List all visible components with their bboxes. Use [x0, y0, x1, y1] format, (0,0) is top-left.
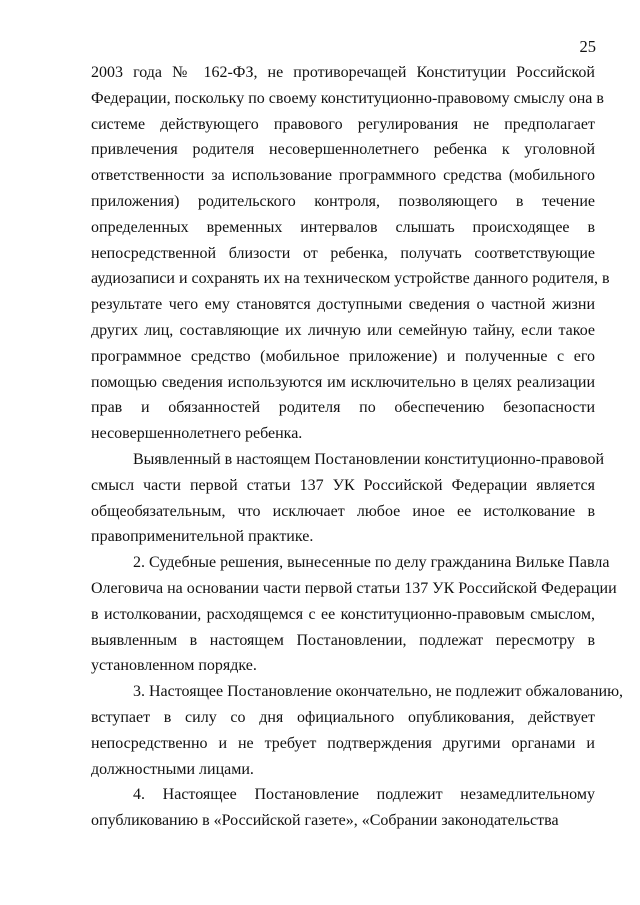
- text-line: установленном порядке.: [91, 657, 257, 675]
- text-line: приложения) родительского контроля, позволяющего в течение: [91, 192, 595, 210]
- page-number: 25: [579, 37, 596, 56]
- text-line: 3. Настоящее Постановление окончательно, не подлежит обжалованию,: [133, 683, 624, 701]
- text-line: определенных временных интервалов слышать происходящее в: [91, 218, 595, 236]
- text-line: Выявленный в настоящем Постановлении конституционно-правовой: [133, 450, 605, 468]
- text-line: в истолковании, расходящемся с ее конституционно-правовым смыслом,: [91, 605, 595, 623]
- text-line: опубликованию в «Российской газете», «Собрании законодательства: [91, 812, 559, 830]
- text-line: помощью сведения используются им исключительно в целях реализации: [91, 373, 595, 391]
- text-line: других лиц, составляющие их личную или семейную тайну, если такое: [91, 321, 595, 339]
- text-line: результате чего ему становятся доступными сведения о частной жизни: [91, 296, 595, 314]
- paragraph-p2: [91, 447, 605, 550]
- text-line: системе действующего правового регулирования не предполагает: [91, 115, 595, 133]
- text-line: 4. Настоящее Постановление подлежит незамедлительному: [133, 786, 595, 804]
- text-line: вступает в силу со дня официального опубликования, действует: [91, 708, 595, 726]
- text-line: выявленным в настоящем Постановлении, подлежат пересмотру в: [91, 631, 595, 649]
- text-line: должностными лицами.: [91, 760, 254, 778]
- paragraph-p4: [91, 679, 624, 782]
- body-text: [91, 60, 624, 834]
- text-line: 2003 года № 162-ФЗ, не противоречащей Конституции Российской: [91, 64, 595, 81]
- text-line: непосредственно и не требует подтверждения другими органами и: [91, 734, 595, 752]
- text-line: смысл части первой статьи 137 УК Российской Федерации является: [91, 476, 595, 494]
- text-line: Федерации, поскольку по своему конституционно-правовому смыслу она в: [91, 89, 604, 107]
- text-line: Олеговича на основании части первой статьи 137 УК Российской Федерации: [91, 579, 617, 597]
- paragraph-p1: [91, 60, 610, 447]
- text-line: прав и обязанностей родителя по обеспечению безопасности: [91, 399, 595, 417]
- text-line: правоприменительной практике.: [91, 528, 314, 546]
- text-line: непосредственной близости от ребенка, получать соответствующие: [91, 244, 595, 262]
- text-line: 2. Судебные решения, вынесенные по делу гражданина Вильке Павла: [133, 554, 610, 572]
- text-line: несовершеннолетнего ребенка.: [91, 425, 303, 443]
- text-line: привлечения родителя несовершеннолетнего ребенка к уголовной: [91, 141, 595, 159]
- text-line: общеобязательным, что исключает любое иное ее истолкование в: [91, 502, 595, 520]
- paragraph-p5: [91, 782, 595, 834]
- text-line: аудиозаписи и сохранять их на техническом устройстве данного родителя, в: [91, 270, 610, 288]
- paragraph-p3: [91, 550, 617, 679]
- text-line: ответственности за использование программного средства (мобильного: [91, 167, 595, 185]
- text-line: программное средство (мобильное приложение) и полученные с его: [91, 347, 595, 365]
